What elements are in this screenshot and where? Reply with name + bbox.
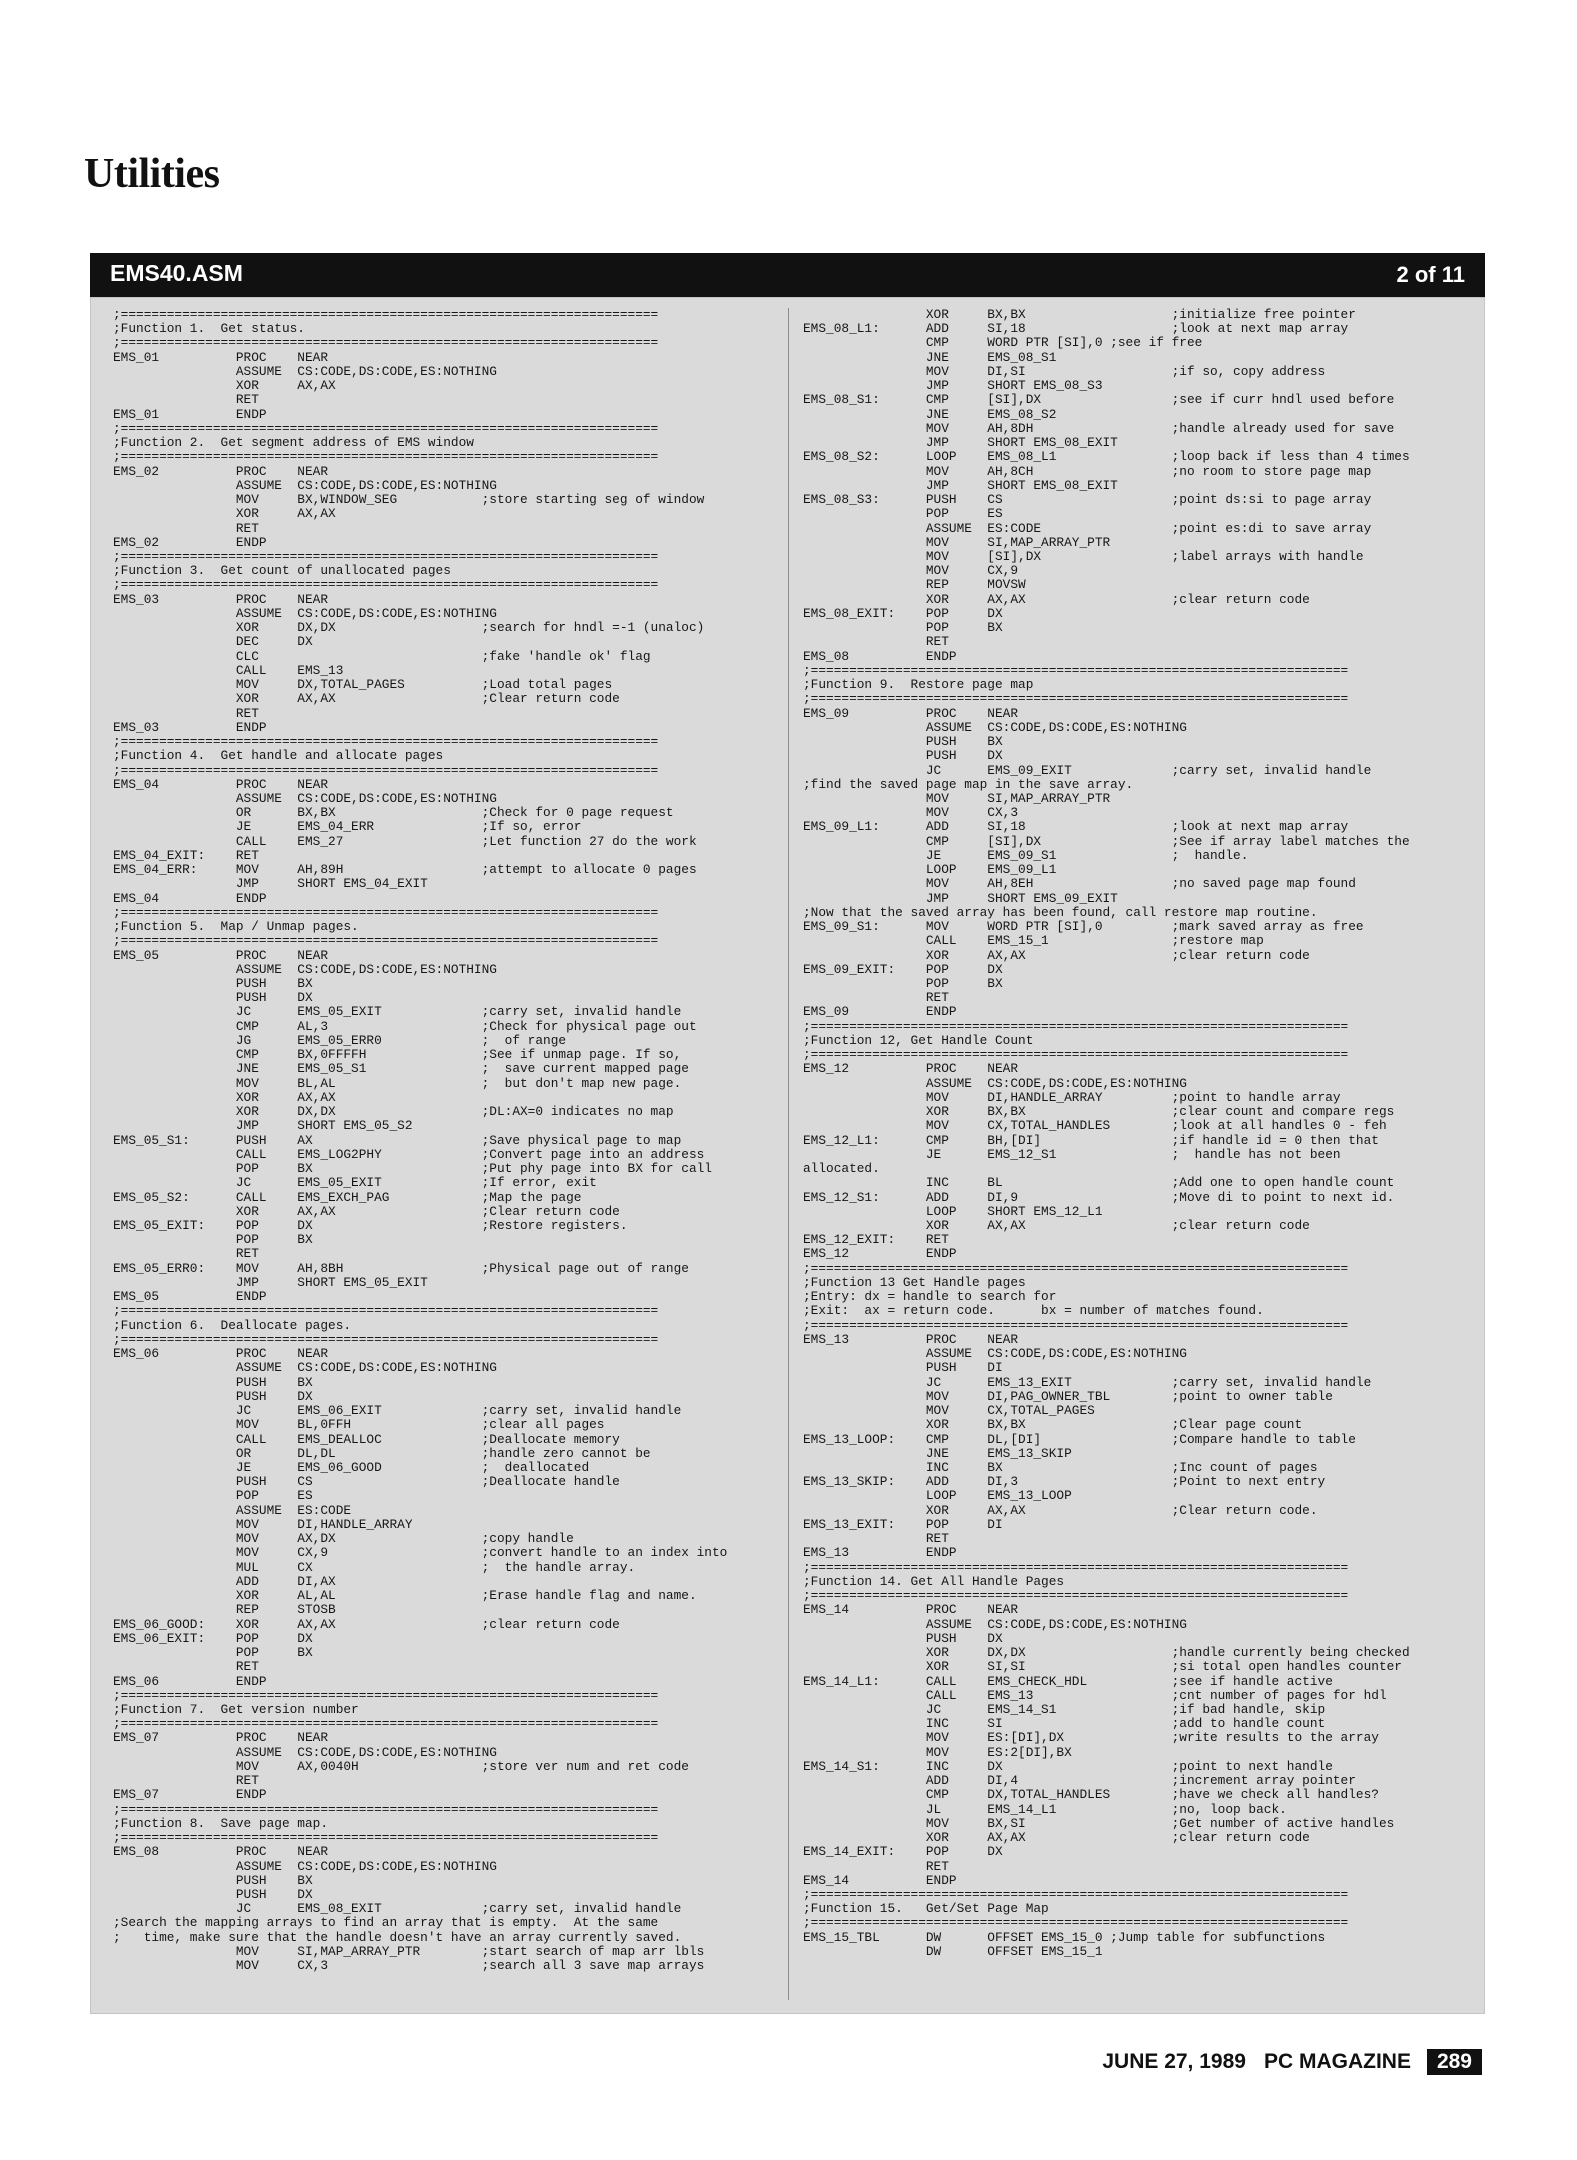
code-line: EMS_04_ERR: MOV AH,89H ;attempt to allocate 0 pages — [113, 862, 697, 878]
code-line: PUSH BX — [113, 976, 313, 992]
code-line: XOR BX,BX ;Clear page count — [803, 1417, 1303, 1433]
code-line: MOV ES:2[DI],BX — [803, 1744, 1072, 1760]
code-line: ;====================================================================== — [113, 307, 659, 322]
code-line: JNE EMS_05_S1 ; save current mapped page — [113, 1061, 689, 1077]
code-line: MOV DI,HANDLE_ARRAY — [113, 1516, 413, 1532]
code-line: POP BX — [113, 1645, 313, 1661]
code-line: MOV CX,9 ;convert handle to an index into — [113, 1545, 728, 1561]
code-line: XOR AX,AX ;clear return code — [803, 1218, 1310, 1233]
code-line: EMS_06 ENDP — [113, 1673, 267, 1689]
code-line: MOV CX,3 — [803, 805, 1019, 821]
code-line: PUSH DX — [803, 748, 1003, 764]
code-line: EMS_12_S1: ADD DI,9 ;Move di to point to next id. — [803, 1189, 1395, 1205]
code-line: RET — [113, 520, 259, 536]
code-line: POP ES — [803, 506, 1003, 522]
code-line: JC EMS_05_EXIT ;If error, exit — [113, 1175, 597, 1191]
code-line: ;====================================================================== — [113, 548, 659, 564]
code-line: ;====================================================================== — [113, 1303, 659, 1319]
code-line: ASSUME CS:CODE,DS:CODE,ES:NOTHING — [113, 961, 497, 977]
code-line: LOOP SHORT EMS_12_L1 — [803, 1203, 1103, 1219]
code-line: MOV BL,AL ; but don't map new page. — [113, 1075, 682, 1091]
code-line: ;====================================================================== — [113, 1687, 659, 1703]
code-line: LOOP EMS_09_L1 — [803, 862, 1057, 878]
code-line: MOV DI,SI ;if so, copy address — [803, 363, 1326, 379]
code-line: EMS_13_SKIP: ADD DI,3 ;Point to next entry — [803, 1474, 1326, 1490]
code-line: JC EMS_08_EXIT ;carry set, invalid handle — [113, 1901, 682, 1917]
code-line: EMS_05_ERR0: MOV AH,8BH ;Physical page out of range — [113, 1260, 689, 1276]
code-line: RET — [803, 1531, 949, 1547]
code-line: EMS_05_S2: CALL EMS_EXCH_PAG ;Map the page — [113, 1189, 582, 1205]
code-line: REP MOVSW — [803, 577, 1026, 593]
code-line: MOV BL,0FFH ;clear all pages — [113, 1417, 605, 1433]
code-line: XOR AX,AX — [113, 378, 336, 394]
code-line: MOV DI,HANDLE_ARRAY ;point to handle array — [803, 1089, 1341, 1105]
code-line: MOV CX,TOTAL_HANDLES ;look at all handles 0 - feh — [803, 1118, 1387, 1134]
code-line: ASSUME CS:CODE,DS:CODE,ES:NOTHING — [803, 1616, 1187, 1632]
code-line: ;====================================================================== — [113, 734, 659, 750]
code-line: JG EMS_05_ERR0 ; of range — [113, 1032, 567, 1048]
code-line: ;Function 6. Deallocate pages. — [113, 1317, 352, 1333]
code-line: RET — [113, 1246, 259, 1262]
code-line: JE EMS_09_S1 ; handle. — [803, 847, 1249, 863]
code-line: MOV CX,9 — [803, 563, 1019, 579]
code-line: ASSUME CS:CODE,DS:CODE,ES:NOTHING — [803, 1075, 1187, 1091]
code-line: EMS_14 ENDP — [803, 1872, 957, 1888]
code-line: MOV BX,WINDOW_SEG ;store starting seg of window — [113, 492, 705, 508]
code-line: ASSUME ES:CODE — [113, 1502, 352, 1518]
code-line: EMS_14_EXIT: POP DX — [803, 1844, 1003, 1860]
code-line: ;====================================================================== — [803, 1887, 1349, 1903]
code-line: MOV CX,TOTAL_PAGES — [803, 1403, 1095, 1419]
code-line: JC EMS_09_EXIT ;carry set, invalid handle — [803, 762, 1372, 778]
code-line: JMP SHORT EMS_04_EXIT — [113, 876, 428, 892]
code-line: JC EMS_14_S1 ;if bad handle, skip — [803, 1701, 1326, 1717]
code-line: EMS_13_EXIT: POP DI — [803, 1516, 1003, 1532]
code-line: JL EMS_14_L1 ;no, loop back. — [803, 1801, 1287, 1817]
code-line: RET — [803, 634, 949, 650]
code-line: MOV DI,PAG_OWNER_TBL ;point to owner table — [803, 1388, 1333, 1404]
code-line: XOR AX,AX ;Clear return code — [113, 691, 620, 707]
code-line: MOV DX,TOTAL_PAGES ;Load total pages — [113, 677, 613, 693]
code-line: EMS_13 PROC NEAR — [803, 1331, 1019, 1347]
code-line: ;====================================================================== — [113, 577, 659, 593]
code-line: ASSUME CS:CODE,DS:CODE,ES:NOTHING — [113, 790, 497, 806]
code-line: EMS_05_EXIT: POP DX ;Restore registers. — [113, 1218, 628, 1233]
code-line: ASSUME CS:CODE,DS:CODE,ES:NOTHING — [113, 363, 497, 379]
code-line: JE EMS_04_ERR ;If so, error — [113, 819, 582, 835]
code-line: JMP SHORT EMS_08_EXIT — [803, 477, 1118, 493]
code-line: ;====================================================================== — [113, 933, 659, 949]
code-line: REP STOSB — [113, 1602, 336, 1618]
code-listing — [90, 297, 1485, 2014]
code-line: JMP SHORT EMS_05_S2 — [113, 1118, 413, 1134]
code-line: EMS_13 ENDP — [803, 1545, 957, 1561]
code-line: CALL EMS_13 ;cnt number of pages for hdl — [803, 1687, 1387, 1703]
code-line: ;====================================================================== — [803, 1047, 1349, 1063]
code-line: MOV SI,MAP_ARRAY_PTR — [803, 790, 1111, 806]
page-footer — [1102, 2049, 1482, 2075]
code-line: ;Function 8. Save page map. — [113, 1815, 329, 1831]
code-line: EMS_12 PROC NEAR — [803, 1061, 1019, 1077]
code-line: ASSUME ES:CODE ;point es:di to save array — [803, 520, 1372, 536]
code-line: EMS_06 PROC NEAR — [113, 1346, 329, 1362]
code-line: CMP [SI],DX ;See if array label matches the — [803, 833, 1410, 849]
code-line: PUSH DX — [113, 1887, 313, 1903]
code-column-left — [113, 308, 727, 1973]
code-line: OR BX,BX ;Check for 0 page request — [113, 805, 674, 821]
code-line: MOV SI,MAP_ARRAY_PTR ;start search of map arr lbls — [113, 1943, 705, 1959]
code-line: ;====================================================================== — [113, 420, 659, 436]
listing-filename: EMS40.ASM — [110, 260, 243, 286]
listing-part-indicator: 2 of 11 — [1396, 262, 1465, 287]
code-line: CALL EMS_27 ;Let function 27 do the work — [113, 833, 697, 849]
code-line: ;====================================================================== — [803, 1260, 1349, 1276]
code-line: ;Exit: ax = return code. bx = number of matches found. — [803, 1303, 1264, 1319]
code-line: EMS_04_EXIT: RET — [113, 847, 259, 863]
code-line: ;Function 7. Get version number — [113, 1701, 359, 1717]
code-line: ASSUME CS:CODE,DS:CODE,ES:NOTHING — [113, 1744, 497, 1760]
code-line: POP BX ;Put phy page into BX for call — [113, 1161, 712, 1177]
code-line: ;Entry: dx = handle to search for — [803, 1289, 1057, 1305]
code-line: ;find the saved page map in the save array. — [803, 776, 1134, 792]
code-line: EMS_04 PROC NEAR — [113, 776, 329, 792]
code-line: RET — [113, 1773, 259, 1789]
footer-page-number: 289 — [1427, 2049, 1482, 2075]
code-line: INC BL ;Add one to open handle count — [803, 1175, 1395, 1191]
code-line: MOV ES:[DI],DX ;write results to the array — [803, 1730, 1379, 1746]
code-line: ;Function 5. Map / Unmap pages. — [113, 919, 359, 935]
code-line: CALL EMS_DEALLOC ;Deallocate memory — [113, 1431, 620, 1447]
code-line: EMS_01 PROC NEAR — [113, 349, 329, 365]
code-line: ASSUME CS:CODE,DS:CODE,ES:NOTHING — [113, 1858, 497, 1874]
code-line: ASSUME CS:CODE,DS:CODE,ES:NOTHING — [113, 605, 497, 621]
code-line: POP ES — [113, 1488, 313, 1504]
section-title: Utilities — [84, 151, 220, 197]
code-line: ;====================================================================== — [803, 662, 1349, 678]
code-line: EMS_12_L1: CMP BH,[DI] ;if handle id = 0 then that — [803, 1132, 1379, 1148]
footer-magazine: PC MAGAZINE — [1263, 2050, 1411, 2073]
code-line: MOV AX,DX ;copy handle — [113, 1531, 574, 1547]
code-line: ;Function 15. Get/Set Page Map — [803, 1901, 1049, 1917]
code-line: EMS_14_S1: INC DX ;point to next handle — [803, 1758, 1333, 1774]
code-line: XOR DX,DX ;search for hndl =-1 (unaloc) — [113, 620, 705, 636]
code-line: EMS_03 PROC NEAR — [113, 591, 329, 607]
code-line: XOR AX,AX ;Clear return code — [113, 1203, 620, 1219]
code-line: XOR AX,AX ;Clear return code. — [803, 1502, 1318, 1518]
code-line: EMS_08 PROC NEAR — [113, 1844, 329, 1860]
code-line: ASSUME CS:CODE,DS:CODE,ES:NOTHING — [113, 477, 497, 493]
code-line: ;Function 9. Restore page map — [803, 677, 1034, 693]
code-line: XOR AX,AX ;clear return code — [803, 1830, 1310, 1846]
code-line: DW OFFSET EMS_15_1 — [803, 1943, 1103, 1959]
code-line: EMS_01 ENDP — [113, 406, 267, 422]
code-line: XOR SI,SI ;si total open handles counter — [803, 1659, 1402, 1675]
code-line: JMP SHORT EMS_05_EXIT — [113, 1274, 428, 1290]
code-line: EMS_14 PROC NEAR — [803, 1602, 1019, 1618]
code-line: ASSUME CS:CODE,DS:CODE,ES:NOTHING — [803, 719, 1187, 735]
code-line: CMP DX,TOTAL_HANDLES ;have we check all handles? — [803, 1787, 1379, 1803]
code-line: INC BX ;Inc count of pages — [803, 1459, 1318, 1475]
code-line: ;====================================================================== — [803, 1018, 1349, 1034]
code-line: EMS_08_S1: CMP [SI],DX ;see if curr hndl used before — [803, 392, 1395, 408]
code-line: ;Function 4. Get handle and allocate pages — [113, 748, 444, 764]
code-line: MOV SI,MAP_ARRAY_PTR — [803, 534, 1111, 550]
code-line: EMS_09 ENDP — [803, 1004, 957, 1020]
code-line: JMP SHORT EMS_09_EXIT — [803, 890, 1118, 906]
code-line: EMS_08_S3: PUSH CS ;point ds:si to page array — [803, 492, 1372, 508]
code-line: POP BX — [803, 620, 1003, 636]
code-line: PUSH BX — [113, 1374, 313, 1390]
code-line: ASSUME CS:CODE,DS:CODE,ES:NOTHING — [803, 1346, 1187, 1362]
code-line: MOV AH,8CH ;no room to store page map — [803, 463, 1372, 479]
code-line: XOR BX,BX ;initialize free pointer — [803, 307, 1356, 322]
code-line: ;Function 1. Get status. — [113, 321, 305, 337]
code-line: JMP SHORT EMS_08_S3 — [803, 378, 1103, 394]
code-line: EMS_08_S2: LOOP EMS_08_L1 ;loop back if less than 4 times — [803, 449, 1410, 465]
code-line: ;Function 13 Get Handle pages — [803, 1274, 1026, 1290]
code-line: MUL CX ; the handle array. — [113, 1559, 636, 1575]
code-line: JC EMS_06_EXIT ;carry set, invalid handle — [113, 1403, 682, 1419]
code-line: MOV [SI],DX ;label arrays with handle — [803, 548, 1364, 564]
code-line: ADD DI,4 ;increment array pointer — [803, 1773, 1356, 1789]
code-line: JNE EMS_08_S2 — [803, 406, 1057, 422]
code-line: ;Function 3. Get count of unallocated pages — [113, 563, 451, 579]
code-line: CALL EMS_13 — [113, 662, 344, 678]
code-line: RET — [113, 1659, 259, 1675]
code-line: EMS_02 PROC NEAR — [113, 463, 329, 479]
code-line: EMS_08 ENDP — [803, 648, 957, 664]
code-line: MOV AH,8DH ;handle already used for save — [803, 420, 1395, 436]
code-line: ;====================================================================== — [113, 335, 659, 351]
code-line: RET — [803, 990, 949, 1006]
code-line: EMS_07 PROC NEAR — [113, 1730, 329, 1746]
column-divider — [788, 308, 789, 2000]
code-line: EMS_09_L1: ADD SI,18 ;look at next map array — [803, 819, 1349, 835]
code-line: PUSH DX — [113, 990, 313, 1006]
code-line: CALL EMS_15_1 ;restore map — [803, 933, 1264, 949]
code-line: XOR AX,AX — [113, 1089, 336, 1105]
code-line: EMS_09_EXIT: POP DX — [803, 961, 1003, 977]
code-line: XOR DX,DX ;DL:AX=0 indicates no map — [113, 1104, 674, 1120]
code-line: POP BX — [803, 976, 1003, 992]
code-line: EMS_05 ENDP — [113, 1289, 267, 1305]
code-line: ;====================================================================== — [113, 449, 659, 465]
code-line: POP BX — [113, 1232, 313, 1248]
code-line: EMS_08_EXIT: POP DX — [803, 605, 1003, 621]
code-line: ;====================================================================== — [803, 691, 1349, 707]
code-line: MOV BX,SI ;Get number of active handles — [803, 1815, 1395, 1831]
code-line: ;====================================================================== — [113, 1801, 659, 1817]
code-line: EMS_08_L1: ADD SI,18 ;look at next map array — [803, 321, 1349, 337]
code-line: JC EMS_05_EXIT ;carry set, invalid handle — [113, 1004, 682, 1020]
code-line: ;Now that the saved array has been found, call restore map routine. — [803, 904, 1318, 920]
code-line: CMP BX,0FFFFH ;See if unmap page. If so, — [113, 1047, 682, 1063]
code-line: ;====================================================================== — [113, 762, 659, 778]
code-line: EMS_04 ENDP — [113, 890, 267, 906]
code-line: MOV AH,8EH ;no saved page map found — [803, 876, 1356, 892]
code-column-right — [803, 308, 1410, 1959]
code-line: ASSUME CS:CODE,DS:CODE,ES:NOTHING — [113, 1360, 497, 1376]
code-line: JE EMS_06_GOOD ; deallocated — [113, 1459, 590, 1475]
code-line: CALL EMS_LOG2PHY ;Convert page into an address — [113, 1146, 705, 1162]
code-line: JMP SHORT EMS_08_EXIT — [803, 435, 1118, 451]
code-line: EMS_07 ENDP — [113, 1787, 267, 1803]
code-line: OR DL,DL ;handle zero cannot be — [113, 1445, 651, 1461]
code-line: PUSH CS ;Deallocate handle — [113, 1474, 620, 1490]
code-line: ;Function 14. Get All Handle Pages — [803, 1573, 1065, 1589]
code-line: MOV CX,3 ;search all 3 save map arrays — [113, 1958, 705, 1974]
code-line: ; time, make sure that the handle doesn't have an array currently saved. — [113, 1929, 682, 1945]
code-line: ADD DI,AX — [113, 1573, 336, 1589]
code-line: ;====================================================================== — [803, 1915, 1349, 1931]
code-line: ;====================================================================== — [803, 1317, 1349, 1333]
code-line: EMS_13_LOOP: CMP DL,[DI] ;Compare handle to table — [803, 1431, 1356, 1447]
code-line: CMP AL,3 ;Check for physical page out — [113, 1018, 697, 1034]
code-line: XOR AX,AX ;clear return code — [803, 591, 1310, 607]
code-line: allocated. — [803, 1161, 880, 1177]
code-line: PUSH BX — [113, 1872, 313, 1888]
code-line: EMS_05_S1: PUSH AX ;Save physical page to map — [113, 1132, 682, 1148]
code-line: JC EMS_13_EXIT ;carry set, invalid handle — [803, 1374, 1372, 1390]
code-line: ;====================================================================== — [113, 1830, 659, 1846]
code-line: EMS_15_TBL DW OFFSET EMS_15_0 ;Jump table for subfunctions — [803, 1929, 1326, 1945]
code-line: EMS_12 ENDP — [803, 1246, 957, 1262]
code-line: EMS_05 PROC NEAR — [113, 947, 329, 963]
code-line: EMS_09 PROC NEAR — [803, 705, 1019, 721]
code-line: RET — [803, 1858, 949, 1874]
code-line: MOV AX,0040H ;store ver num and ret code — [113, 1758, 689, 1774]
code-line: ;====================================================================== — [803, 1559, 1349, 1575]
code-line: ;Function 2. Get segment address of EMS window — [113, 435, 474, 451]
code-line: ;====================================================================== — [113, 1716, 659, 1732]
code-line: EMS_09_S1: MOV WORD PTR [SI],0 ;mark saved array as free — [803, 919, 1364, 935]
code-line: INC SI ;add to handle count — [803, 1716, 1326, 1732]
code-line: JE EMS_12_S1 ; handle has not been — [803, 1146, 1341, 1162]
code-line: XOR AL,AL ;Erase handle flag and name. — [113, 1588, 697, 1604]
code-line: PUSH DI — [803, 1360, 1003, 1376]
code-line: XOR BX,BX ;clear count and compare regs — [803, 1104, 1395, 1120]
code-line: EMS_14_L1: CALL EMS_CHECK_HDL ;see if handle active — [803, 1673, 1333, 1689]
code-line: CMP WORD PTR [SI],0 ;see if free — [803, 335, 1203, 351]
code-line: ;====================================================================== — [113, 1331, 659, 1347]
code-line: PUSH DX — [113, 1388, 313, 1404]
listing-header — [90, 253, 1485, 297]
code-line: EMS_03 ENDP — [113, 719, 267, 735]
code-line: ;====================================================================== — [113, 904, 659, 920]
code-line: ;====================================================================== — [803, 1588, 1349, 1604]
code-line: DEC DX — [113, 634, 313, 650]
code-line: JNE EMS_13_SKIP — [803, 1445, 1072, 1461]
code-line: ;Search the mapping arrays to find an array that is empty. At the same — [113, 1915, 659, 1931]
footer-date: JUNE 27, 1989 — [1102, 2050, 1246, 2073]
code-line: EMS_02 ENDP — [113, 534, 267, 550]
code-line: JNE EMS_08_S1 — [803, 349, 1057, 365]
code-line: EMS_06_GOOD: XOR AX,AX ;clear return code — [113, 1616, 620, 1632]
code-line: LOOP EMS_13_LOOP — [803, 1488, 1072, 1504]
code-line: PUSH DX — [803, 1630, 1003, 1646]
code-line: RET — [113, 392, 259, 408]
code-line: XOR DX,DX ;handle currently being checked — [803, 1645, 1410, 1661]
code-line: ;Function 12, Get Handle Count — [803, 1032, 1034, 1048]
code-line: CLC ;fake 'handle ok' flag — [113, 648, 651, 664]
code-line: PUSH BX — [803, 734, 1003, 750]
code-line: RET — [113, 705, 259, 721]
code-line: XOR AX,AX ;clear return code — [803, 947, 1310, 963]
code-line: EMS_06_EXIT: POP DX — [113, 1630, 313, 1646]
code-line: XOR AX,AX — [113, 506, 336, 522]
code-line: EMS_12_EXIT: RET — [803, 1232, 949, 1248]
